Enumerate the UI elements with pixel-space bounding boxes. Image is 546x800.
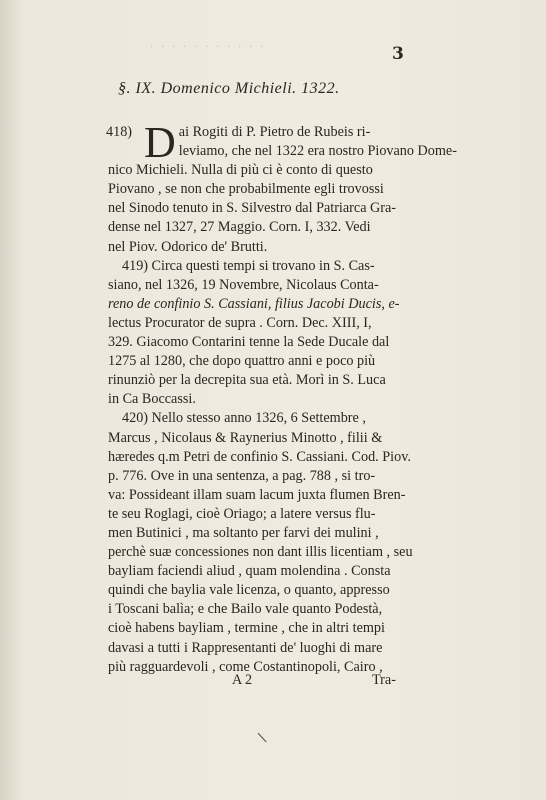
text-line: in Ca Boccassi. — [108, 391, 196, 408]
paragraph-418 — [106, 118, 457, 257]
drop-cap: D — [144, 118, 176, 167]
text-line: siano, nel 1326, 19 Novembre, Nicolaus Conta- — [108, 276, 379, 293]
text-line: 420) Nello stesso anno 1326, 6 Settembre , — [122, 410, 366, 427]
paragraph-419 — [108, 257, 432, 410]
text-line: 329. Giacomo Contarini tenne la Sede Ducale dal — [108, 334, 390, 351]
paragraph-number: 418) — [106, 124, 133, 140]
text-line: hæredes q.m Petri de confinio S. Cassiani. Cod. Piov. — [108, 448, 411, 465]
text-line: men Butinici , ma soltanto per farvi dei mulini , — [108, 524, 379, 541]
body-text — [106, 118, 457, 677]
show-through-text: · · · · · · · · · · · — [150, 40, 266, 53]
text-line: nico Michieli. Nulla di più ci è conto di questo — [108, 162, 373, 179]
text-line: bayliam faciendi aliud , quam molendina . Consta — [108, 563, 391, 580]
catchword: Tra- — [372, 672, 396, 688]
text-line: te seu Roglagi, cioè Oriago; a latere versus flu- — [108, 505, 376, 522]
text-line: reno de confinio S. Cassiani, filius Jacobi Ducis, e- — [108, 295, 400, 312]
text-line: lectus Procurator de supra . Corn. Dec. XIII, I, — [108, 314, 372, 331]
text-line: perchè suæ concessiones non dant illis licentiam , seu — [108, 544, 413, 561]
text-line: nel Sinodo tenuto in S. Silvestro dal Patriarca Gra- — [108, 200, 397, 217]
text-line: cioè habens bayliam , termine , che in altri tempi — [108, 620, 385, 637]
text-line: Marcus , Nicolaus & Raynerius Minotto , filii & — [108, 429, 383, 446]
signature-mark: A 2 — [232, 672, 253, 688]
paragraph-420 — [108, 409, 432, 676]
stray-mark: \ — [256, 729, 268, 747]
text-line: rinunziò per la decrepita sua età. Morì in S. Luca — [108, 372, 386, 389]
text-line: più ragguardevoli , come Costantinopoli, Cairo , — [108, 658, 383, 675]
text-line: davasi a tutti i Rappresentanti de' luoghi di mare — [108, 639, 383, 656]
text-line: quindi che baylia vale licenza, o quanto, appresso — [108, 582, 390, 599]
text-line: nel Piov. Odorico de' Brutti. — [108, 238, 268, 255]
text-line: i Toscani balìa; e che Bailo vale quanto Podestà, — [108, 601, 383, 618]
text-line: leviamo, che nel 1322 era nostro Piovano Dome- — [178, 143, 457, 160]
text-line: dense nel 1327, 27 Maggio. Corn. I, 332. Vedi — [108, 219, 371, 236]
page-number: 3 — [392, 44, 404, 64]
text-line: 1275 al 1280, che dopo quattro anni e poco più — [108, 353, 376, 370]
text-line: va: Possideant illam suam lacum juxta flumen Bren- — [108, 486, 406, 503]
section-heading: §. IX. Domenico Michieli. 1322. — [118, 80, 340, 97]
text-line: p. 776. Ove in una sentenza, a pag. 788 , si tro- — [108, 467, 376, 484]
text-line: 419) Circa questi tempi si trovano in S. Cas- — [122, 257, 375, 274]
text-line: Piovano , se non che probabilmente egli trovossi — [108, 181, 384, 198]
text-line: ai Rogiti di P. Pietro de Rubeis ri- — [178, 124, 371, 140]
